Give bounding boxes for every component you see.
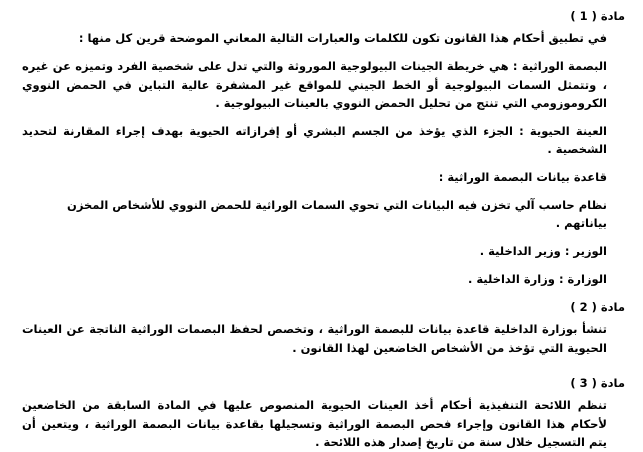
article-1-paragraph-4: قاعدة بيانات البصمة الوراثية : xyxy=(438,170,607,184)
article-2-paragraph-1: تنشأ بوزارة الداخلية قاعدة بيانات للبصمة الوراثية ، وتخصص لحفظ البصمات الوراثية الناتجة عن العينات الحيوية التي تؤخذ من الأشخاص الخاضعين لهذا القانون . xyxy=(22,322,607,355)
article-heading-3: مادة ( 3 ) xyxy=(570,375,625,390)
article-heading-2: مادة ( 2 ) xyxy=(570,300,625,315)
article-3-paragraph-1: تنظم اللائحة التنفيذية أحكام أخذ العينات الحيوية المنصوص عليها في المادة السابقة من الخاضعين لأحكام هذا القانون وإجراء فحص البصمة الوراثية وتسجيلها بقاعدة بيانات البصمة الوراثية ، ويتعين أن يتم التسجيل خلال سنة من تاريخ إصدار هذه اللائحة . xyxy=(22,397,607,450)
article-1-paragraph-7: الوزارة : وزارة الداخلية . xyxy=(467,271,607,286)
article-block-2 xyxy=(14,299,629,358)
article-1-paragraph-5: نظام حاسب آلي تخزن فيه البيانات التي تحوي السمات الوراثية للحمض النووي للأشخاص المخزن بياناتهم . xyxy=(67,197,607,231)
article-block-3 xyxy=(14,375,629,452)
article-1-paragraph-3: العينة الحيوية : الجزء الذي يؤخذ من الجسم البشري أو إفرازاته الحيوية بهدف إجراء المقارنة لتحديد الشخصية . xyxy=(22,123,607,157)
article-1-paragraph-1: في تطبيق أحكام هذا القانون تكون للكلمات والعبارات التالية المعاني الموضحة قرين كل منها : xyxy=(78,31,607,46)
article-1-paragraph-6: الوزير : وزير الداخلية . xyxy=(479,243,607,258)
article-1-paragraph-2: البصمة الوراثية : هي خريطة الجينات البيولوجية الموروثة والتي تدل على شخصية الفرد وتميزه عن غيره ، وتتمثل السمات البيولوجية أو الخط الجيني للمواقع غير المشفرة عالية التباين في الحمض النووي الكروموزومي التي تنتج من تحليل الحمض النووي بالعينات البيولوجية . xyxy=(22,58,607,111)
article-block-1 xyxy=(14,8,629,288)
article-heading-1: مادة ( 1 ) xyxy=(570,9,625,23)
